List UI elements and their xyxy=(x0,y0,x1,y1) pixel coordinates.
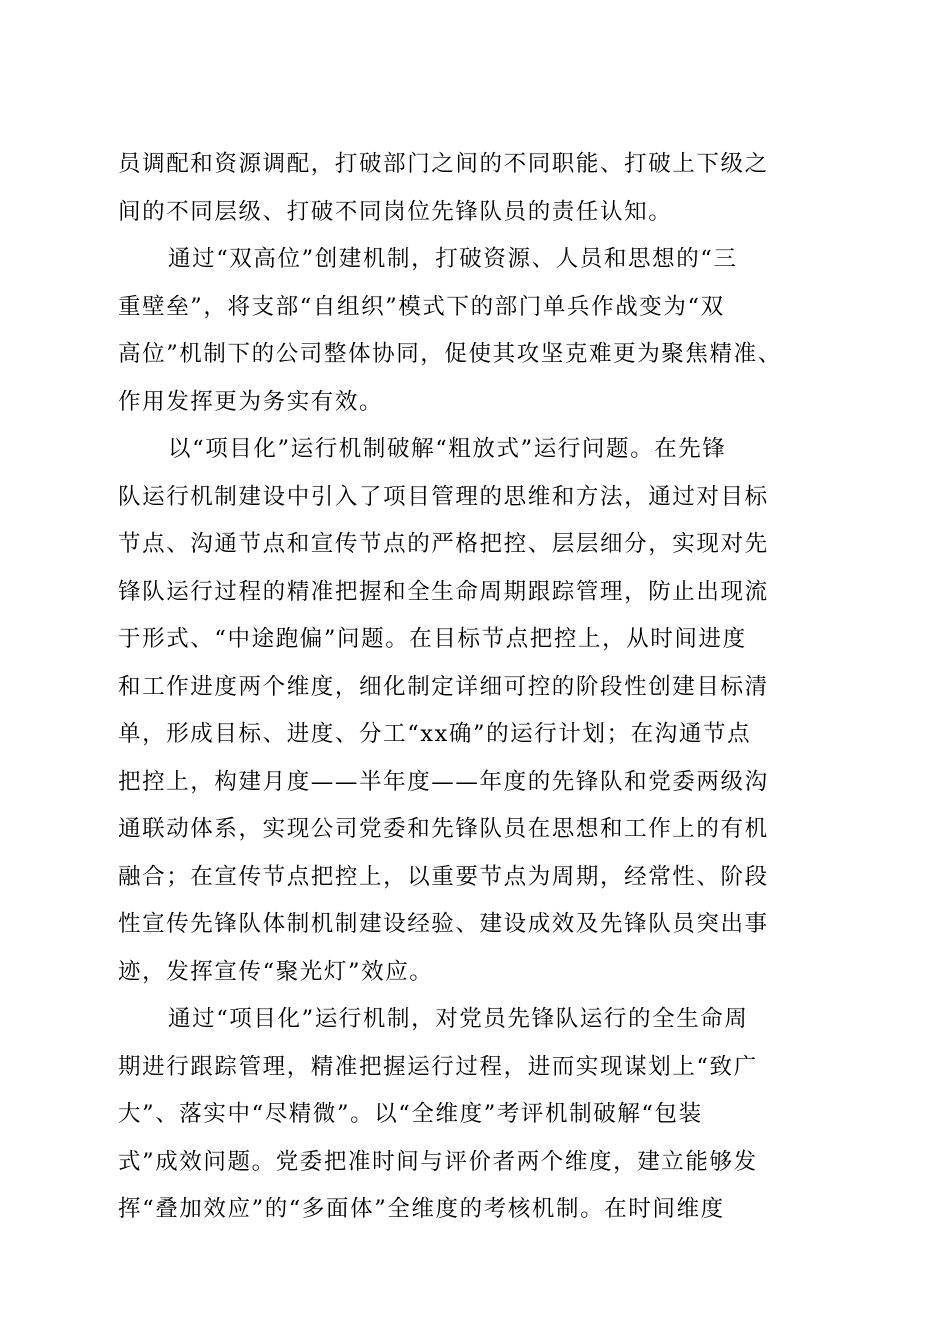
text-line: 把控上，构建月度——半年度——年度的先锋队和党委两级沟 xyxy=(118,768,769,795)
text-line: 挥“叠加效应”的“多面体”全维度的考核机制。在时间维度 xyxy=(118,1196,725,1222)
text-line: 单，形成目标、进度、分工“xx确”的运行计划；在沟通节点 xyxy=(118,721,752,747)
text-line: 通过“双高位”创建机制，打破资源、人员和思想的“三 xyxy=(168,246,738,272)
text-line: 融合；在宣传节点把控上，以重要节点为周期，经常性、阶段 xyxy=(118,863,769,890)
text-line: 和工作进度两个维度，细化制定详细可控的阶段性创建目标清 xyxy=(118,673,769,700)
text-line: 作用发挥更为务实有效。 xyxy=(118,388,384,415)
text-line: 员调配和资源调配，打破部门之间的不同职能、打破上下级之 xyxy=(118,151,769,177)
text-line: 大”、落实中“尽精微”。以“全维度”考评机制破解“包装 xyxy=(118,1101,703,1127)
text-line: 间的不同层级、打破不同岗位先锋队员的责任认知。 xyxy=(118,198,673,225)
text-line: 以“项目化”运行机制破解“粗放式”运行问题。在先锋 xyxy=(168,436,727,462)
text-line: 高位”机制下的公司整体协同，促使其攻坚克难更为聚焦精准、 xyxy=(118,341,782,367)
text-line: 通过“项目化”运行机制，对党员先锋队运行的全生命周 xyxy=(168,1006,749,1032)
text-line: 期进行跟踪管理，精准把握运行过程，进而实现谋划上“致广 xyxy=(118,1053,758,1080)
text-line: 性宣传先锋队体制机制建设经验、建设成效及先锋队员突出事 xyxy=(118,911,769,937)
text-line: 迹，发挥宣传“聚光灯”效应。 xyxy=(118,958,434,985)
text-line: 通联动体系，实现公司党委和先锋队员在思想和工作上的有机 xyxy=(118,816,769,842)
body-text xyxy=(118,141,834,1234)
text-line: 队运行机制建设中引入了项目管理的思维和方法，通过对目标 xyxy=(118,483,769,510)
text-line: 重壁垒”，将支部“自组织”模式下的部门单兵作战变为“双 xyxy=(118,293,725,320)
text-line: 锋队运行过程的精准把握和全生命周期跟踪管理，防止出现流 xyxy=(118,578,769,605)
text-line: 式”成效问题。党委把准时间与评价者两个维度，建立能够发 xyxy=(118,1148,758,1175)
text-line: 于形式、“中途跑偏”问题。在目标节点把控上，从时间进度 xyxy=(118,626,747,652)
text-line: 节点、沟通节点和宣传节点的严格把控、层层细分，实现对先 xyxy=(118,531,769,557)
